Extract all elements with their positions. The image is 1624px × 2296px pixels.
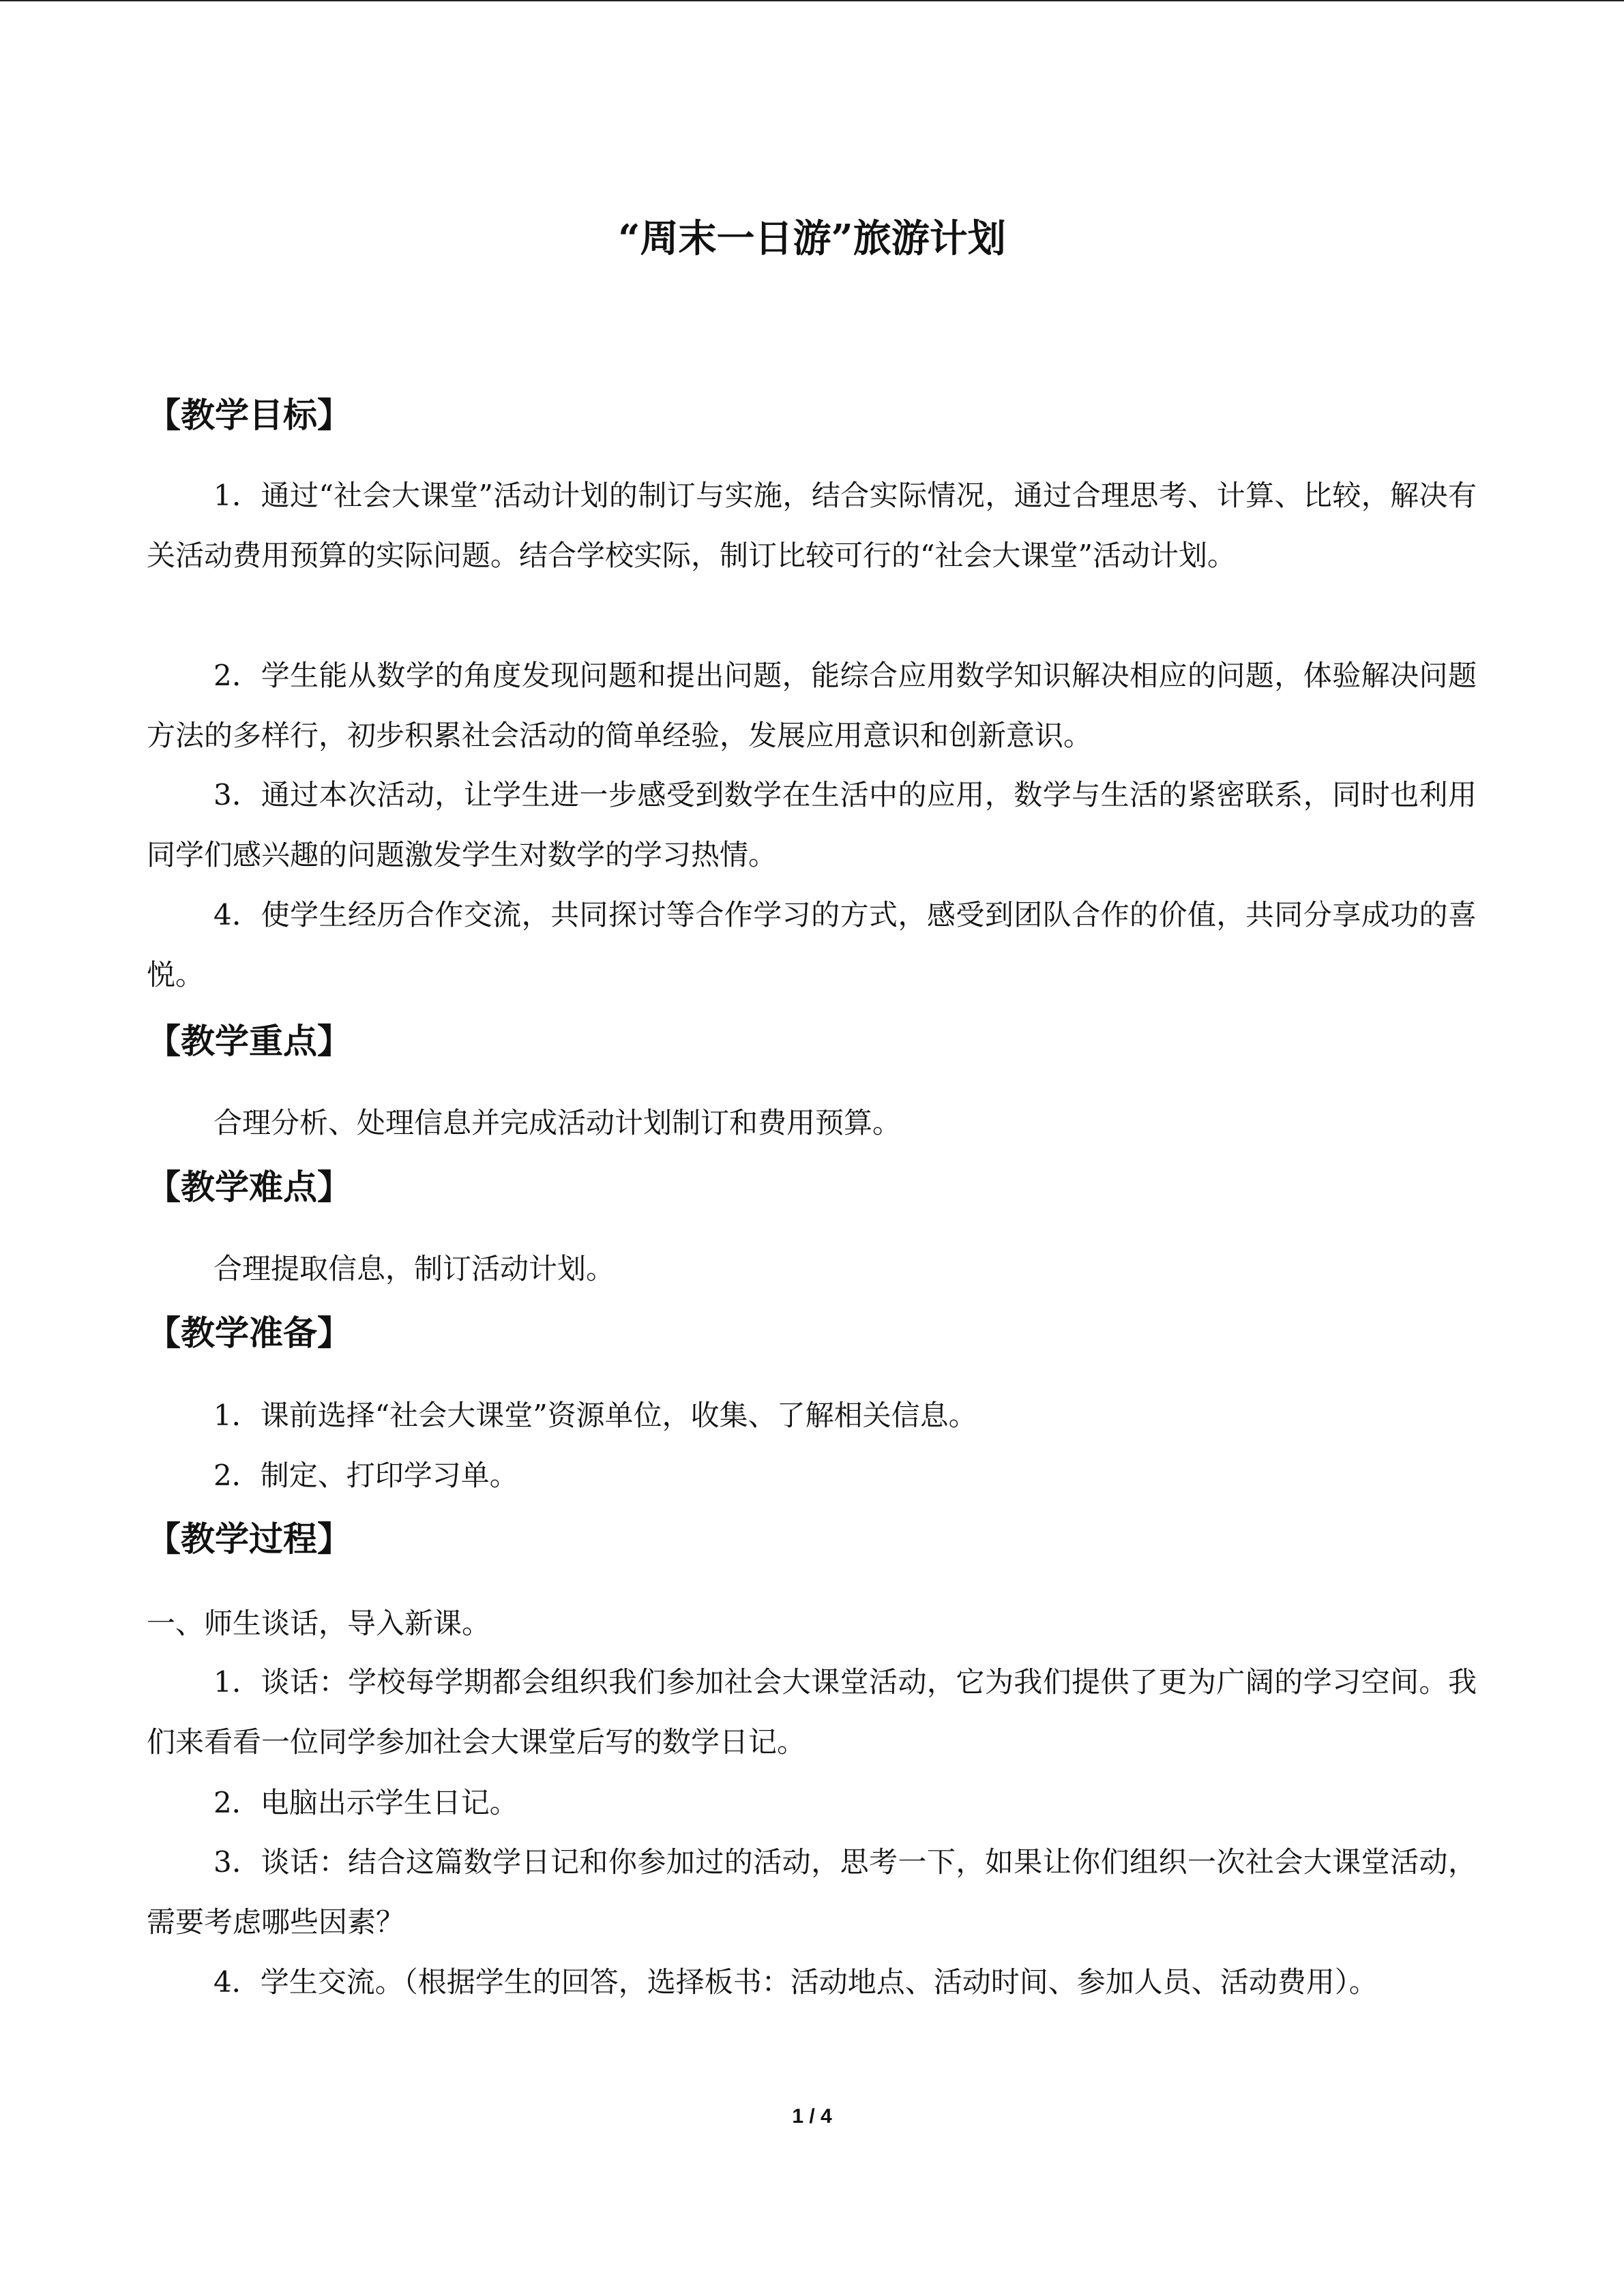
objective-item: 4．使学生经历合作交流，共同探讨等合作学习的方式，感受到团队合作的价值，共同分享成功的喜悦。: [147, 898, 1477, 992]
objective-item: 2．学生能从数学的角度发现问题和提出问题，能综合应用数学知识解决相应的问题，体验解决问题方法的多样行，初步积累社会活动的简单经验，发展应用意识和创新意识。: [147, 659, 1477, 752]
section-heading-process: 【教学过程】: [147, 1519, 351, 1559]
process-item: 3．谈话：结合这篇数学日记和你参加过的活动，思考一下，如果让你们组织一次社会大课堂活动，需要考虑哪些因素？: [147, 1845, 1477, 1939]
section-heading-preparation: 【教学准备】: [147, 1313, 351, 1353]
document-title: “周末一日游”旅游计划: [618, 216, 1006, 261]
preparation-item: 2．制定、打印学习单。: [213, 1459, 518, 1492]
process-step-title: 一、师生谈话，导入新课。: [147, 1607, 491, 1640]
preparation-item: 1．课前选择“社会大课堂”资源单位，收集、了解相关信息。: [213, 1399, 977, 1432]
section-heading-objectives: 【教学目标】: [147, 395, 351, 435]
process-item: 4．学生交流。（根据学生的回答，选择板书：活动地点、活动时间、参加人员、活动费用）。: [213, 1965, 1378, 1999]
page-number: 1 / 4: [792, 2105, 832, 2128]
objective-item: 3．通过本次活动，让学生进一步感受到数学在生活中的应用，数学与生活的紧密联系，同时也利用同学们感兴趣的问题激发学生对数学的学习热情。: [147, 778, 1477, 871]
process-item: 2．电脑出示学生日记。: [213, 1786, 518, 1819]
section-heading-key-points: 【教学重点】: [147, 1021, 351, 1061]
section-heading-difficulties: 【教学难点】: [147, 1167, 351, 1207]
difficulties-text: 合理提取信息，制订活动计划。: [213, 1252, 615, 1285]
key-points-text: 合理分析、处理信息并完成活动计划制订和费用预算。: [213, 1106, 902, 1139]
process-item: 1．谈话：学校每学期都会组织我们参加社会大课堂活动，它为我们提供了更为广阔的学习空间。我们来看看一位同学参加社会大课堂后写的数学日记。: [147, 1665, 1477, 1759]
objective-item: 1．通过“社会大课堂”活动计划的制订与实施，结合实际情况，通过合理思考、计算、比较，解决有关活动费用预算的实际问题。结合学校实际，制订比较可行的“社会大课堂”活动计划。: [147, 479, 1477, 572]
